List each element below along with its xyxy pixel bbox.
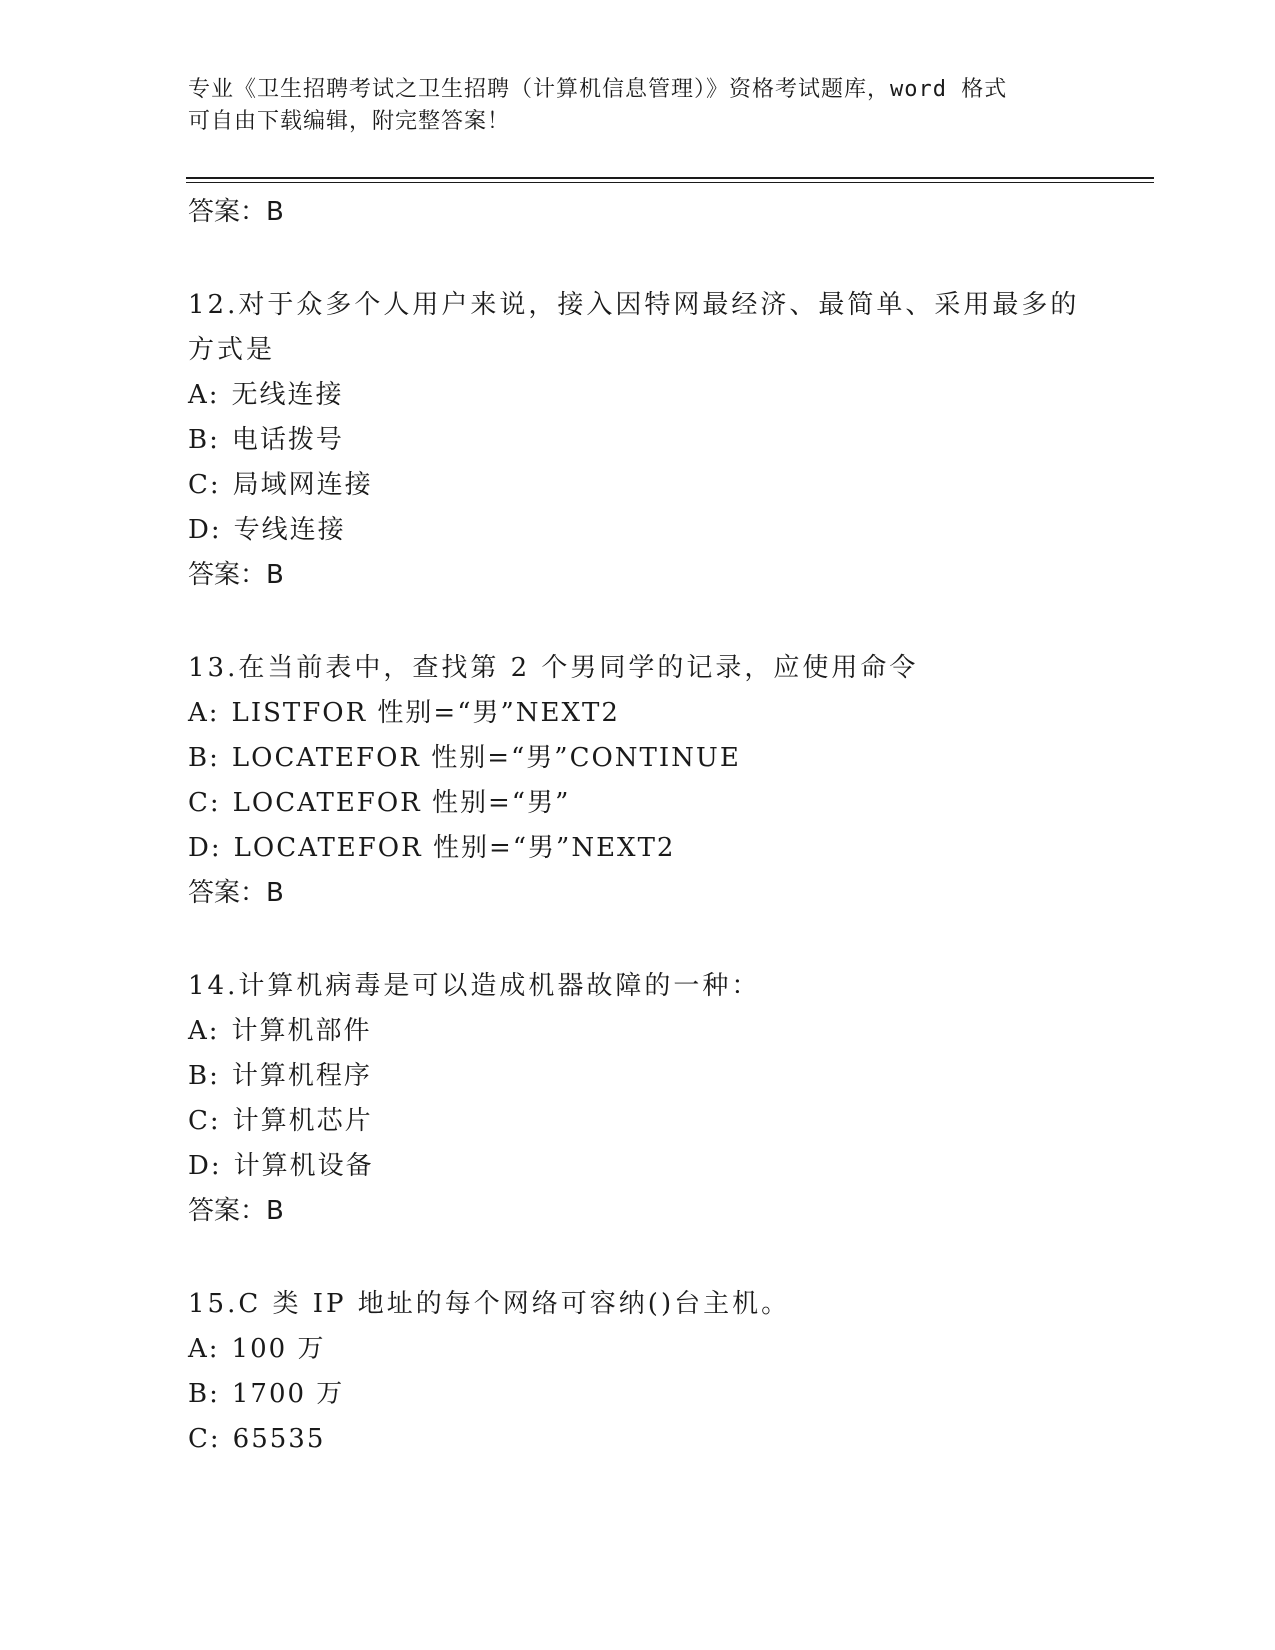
question-14 (188, 964, 1088, 1235)
question-15 (188, 1282, 1088, 1462)
answer-line: 答案：B (188, 1196, 284, 1226)
option-key: C: (188, 1106, 221, 1136)
option-key: A: (188, 698, 220, 728)
option-b (188, 1372, 1088, 1417)
document-body (188, 190, 1088, 1462)
option-key: D: (188, 1151, 222, 1181)
option-key: B: (188, 1061, 220, 1091)
option-text: LOCATEFOR 性别=“男”NEXT2 (233, 833, 676, 863)
option-text: 65535 (232, 1424, 326, 1454)
option-c (188, 1099, 1088, 1144)
option-key: A: (188, 380, 220, 410)
option-key: A: (188, 1334, 220, 1364)
option-text: 专线连接 (233, 515, 346, 545)
option-text: 计算机芯片 (232, 1106, 373, 1136)
header-line-2: 可自由下载编辑，附完整答案！ (188, 109, 511, 134)
option-b (188, 418, 1088, 463)
option-a (188, 373, 1088, 418)
option-d (188, 826, 1088, 871)
option-text: LISTFOR 性别=“男”NEXT2 (231, 698, 620, 728)
header-rule-thick (186, 177, 1154, 179)
answer-line: 答案：B (188, 560, 284, 590)
option-a (188, 691, 1088, 736)
header-line-1: 专业《卫生招聘考试之卫生招聘（计算机信息管理）》资格考试题库，word 格式 (188, 77, 1008, 102)
option-text: LOCATEFOR 性别=“男”CONTINUE (231, 743, 741, 773)
question-12 (188, 283, 1088, 599)
option-key: C: (188, 788, 221, 818)
question-title-cont: 方式是 (188, 335, 276, 365)
option-text: 无线连接 (231, 380, 344, 410)
question-title: 15.C 类 IP 地址的每个网络可容纳()台主机。 (188, 1289, 791, 1319)
option-text: LOCATEFOR 性别=“男” (232, 788, 571, 818)
option-key: B: (188, 1379, 220, 1409)
question-title: 14.计算机病毒是可以造成机器故障的一种： (188, 971, 761, 1001)
question-title: 12.对于众多个人用户来说，接入因特网最经济、最简单、采用最多的 (188, 290, 1080, 320)
option-key: D: (188, 833, 222, 863)
question-title: 13.在当前表中，查找第 2 个男同学的记录，应使用命令 (188, 653, 919, 683)
answer-line: 答案：B (188, 197, 284, 227)
question-13 (188, 646, 1088, 917)
option-key: B: (188, 425, 220, 455)
option-text: 电话拨号 (231, 425, 344, 455)
option-text: 计算机部件 (231, 1016, 372, 1046)
option-a (188, 1009, 1088, 1054)
option-key: A: (188, 1016, 220, 1046)
option-b (188, 1054, 1088, 1099)
option-key: C: (188, 1424, 221, 1454)
option-text: 计算机程序 (231, 1061, 372, 1091)
answer-line: 答案：B (188, 878, 284, 908)
option-c (188, 463, 1088, 508)
option-a (188, 1327, 1088, 1372)
option-key: D: (188, 515, 222, 545)
option-c (188, 781, 1088, 826)
option-text: 局域网连接 (232, 470, 373, 500)
option-text: 100 万 (231, 1334, 326, 1364)
document-header (188, 74, 1088, 138)
option-d (188, 1144, 1088, 1189)
option-key: B: (188, 743, 220, 773)
option-b (188, 736, 1088, 781)
option-c (188, 1417, 1088, 1462)
option-d (188, 508, 1088, 553)
header-rule-thin (186, 182, 1154, 183)
option-key: C: (188, 470, 221, 500)
option-text: 计算机设备 (233, 1151, 374, 1181)
option-text: 1700 万 (231, 1379, 345, 1409)
